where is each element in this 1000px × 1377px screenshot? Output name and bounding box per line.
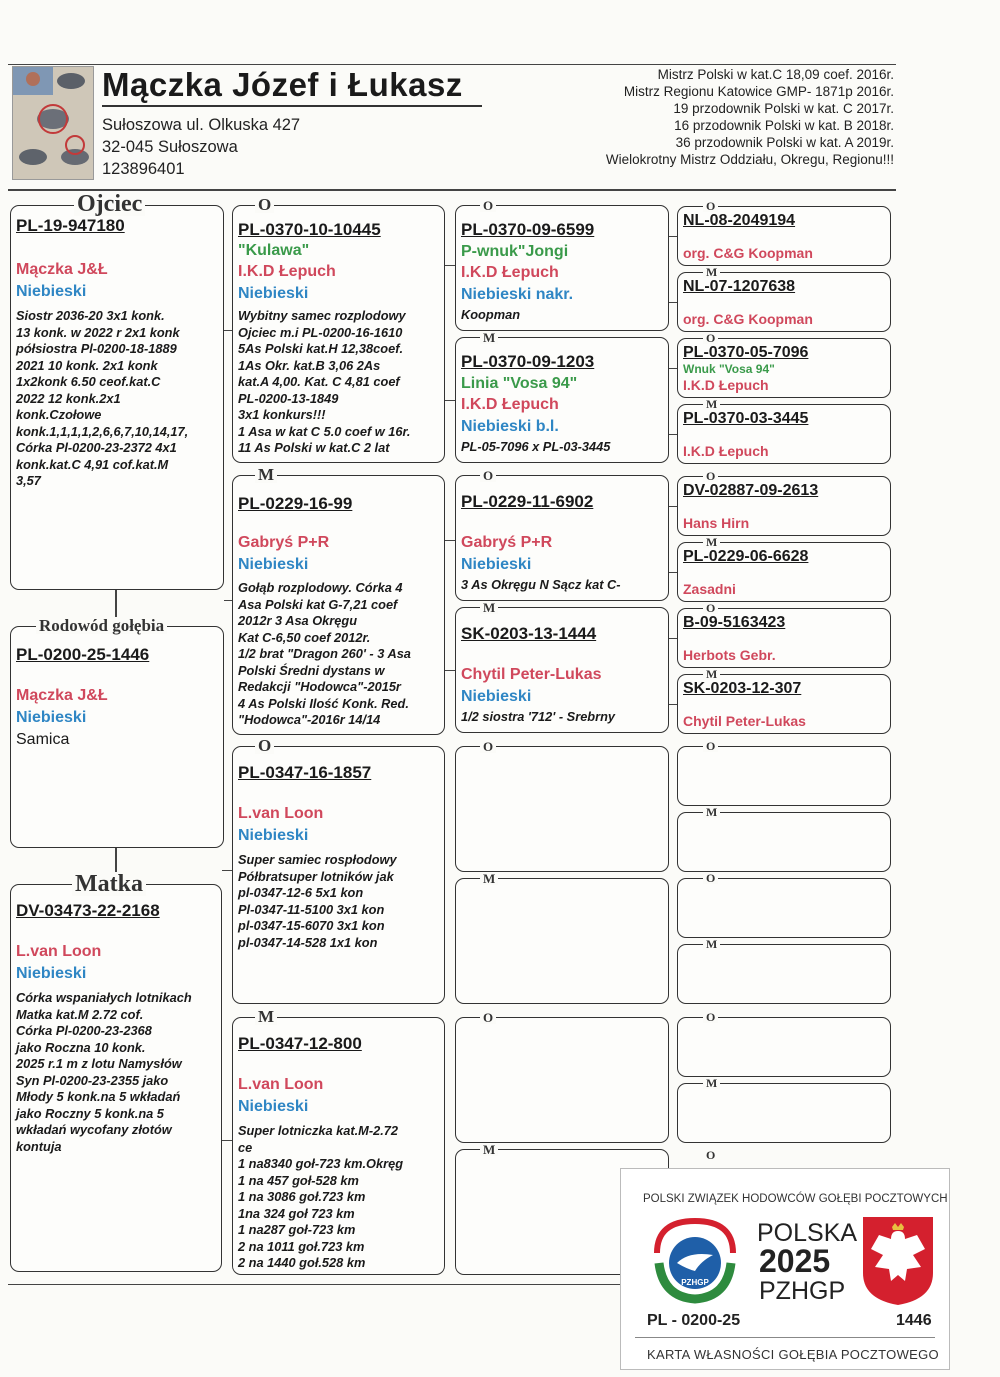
gen4-sex-label: O xyxy=(703,602,718,614)
gen2-color: Niebieski xyxy=(238,556,309,573)
gen4-ring: PL-0229-06-6628 xyxy=(683,548,809,565)
gen4-sex-label: M xyxy=(703,266,720,278)
gen2-description: Super lotniczka kat.M-2.72 ce 1 na8340 goł-723 km.Okręg 1 na 457 goł-528 km 1 na 3086 goł.723 km 1na 324 goł 723 km 1 na287 goł-723 km 2 na 1011 goł.723 km 2 na 1440 goł.528 km xyxy=(238,1123,404,1270)
gen4-breeder: Herbots Gebr. xyxy=(683,647,776,663)
connector-line xyxy=(445,670,455,671)
mother-description: Córka wspaniałych lotnikach Matka kat.M 2.72 cof. Córka Pl-0200-23-2368 jako Roczna 10 konk. 2025 r.1 m z lotu Namysłów Syn Pl-0200-23-2355 jako Młody 5 konk.na 5 wkładań jako Roczny 5 konk.na 5 wkładań wycofany złotów kontuja xyxy=(16,990,192,1154)
gen2-sex-label: O xyxy=(255,196,274,213)
gen2-ring: PL-0347-16-1857 xyxy=(238,763,372,782)
subject-ring: PL-0200-25-1446 xyxy=(16,645,150,664)
gen4-sex-label: M xyxy=(703,938,720,950)
gen4-card xyxy=(677,608,891,668)
gen2-description: Gołąb rozplodowy. Córka 4 Asa Polski kat G-7,21 coef 2012r 3 Asa Okręgu Kat C-6,50 coef 2012r. 1/2 brat "Dragon 260' - 3 Asa Polski Średni dystans w Redakcji "Hodowca"-2015r 4 As Polski Ilość Konk. Red. "Hodowca"-2016r 14/14 xyxy=(238,580,411,727)
gen3-name: Linia "Vosa 94" xyxy=(461,375,578,392)
gen2-card xyxy=(232,205,445,463)
connector-line xyxy=(669,704,677,705)
connector-line xyxy=(445,540,455,541)
pigeon-photo-icon xyxy=(13,67,93,179)
father-color: Niebieski xyxy=(16,283,87,300)
father-breeder: Mączka J&Ł xyxy=(16,261,108,278)
gen4-sex-label: M xyxy=(703,668,720,680)
gen3-description: Koopman xyxy=(461,307,521,322)
gen2-ring: PL-0347-12-800 xyxy=(238,1034,362,1053)
card-org-name: POLSKI ZWIĄZEK HODOWCÓW GOŁĘBI POCZTOWYCH xyxy=(643,1193,948,1205)
gen4-breeder: org. C&G Koopman xyxy=(683,245,813,261)
gen4-card xyxy=(677,338,891,398)
gen3-sex-label: O xyxy=(480,1011,496,1024)
owner-name: Mączka Józef i Łukasz xyxy=(102,66,463,103)
address-city: 32-045 Sułoszowa xyxy=(102,138,238,156)
gen4-card xyxy=(677,674,891,734)
gen3-sex-label: M xyxy=(480,872,498,885)
gen2-breeder: Gabryś P+R xyxy=(238,534,330,551)
gen4-sex-label: O xyxy=(703,470,718,482)
address-street: Sułoszowa ul. Olkuska 427 xyxy=(102,116,301,134)
ownership-card xyxy=(620,1168,950,1370)
gen3-color: Niebieski nakr. xyxy=(461,286,574,303)
eagle-emblem-icon xyxy=(861,1215,935,1307)
gen2-sex-label: M xyxy=(255,1008,277,1025)
gen3-description: PL-05-7096 x PL-03-3445 xyxy=(461,439,611,454)
gen2-name: "Kulawa" xyxy=(238,242,310,259)
connector-line xyxy=(224,600,232,601)
card-association: PZHGP xyxy=(759,1277,846,1305)
gen2-breeder: I.K.D Łepuch xyxy=(238,263,336,280)
card-country: POLSKA xyxy=(757,1219,858,1247)
gen3-description: 3 As Okręgu N Sącz kat C- xyxy=(461,577,621,592)
gen4-ring: NL-08-2049194 xyxy=(683,212,796,229)
gen2-color: Niebieski xyxy=(238,285,309,302)
connector-line xyxy=(222,870,232,871)
mother-card xyxy=(10,884,222,1272)
pzhgp-logo-icon xyxy=(649,1213,741,1305)
gen3-color: Niebieski b.l. xyxy=(461,418,559,435)
phone-number: 123896401 xyxy=(102,160,185,178)
gen4-card xyxy=(677,1083,891,1143)
gen3-sex-label: O xyxy=(480,469,496,482)
gen3-description: 1/2 siostra '712' - Srebrny xyxy=(461,709,616,724)
gen4-sex-label: M xyxy=(703,398,720,410)
gen4-breeder: I.K.D Łepuch xyxy=(683,377,769,393)
gen4-sex-label: O xyxy=(703,872,718,884)
gen3-sex-label: M xyxy=(480,601,498,614)
gen3-breeder: I.K.D Łepuch xyxy=(461,264,559,281)
gen4-breeder: Hans Hirn xyxy=(683,515,750,531)
connector-line xyxy=(669,506,677,507)
owner-underline xyxy=(102,105,482,107)
connector-line xyxy=(445,265,455,266)
gen4-card xyxy=(677,476,891,536)
connector-line xyxy=(222,1140,232,1141)
gen4-card xyxy=(677,542,891,602)
connector-line xyxy=(669,434,677,435)
gen4-sex-label: O xyxy=(703,200,718,212)
connector-line xyxy=(669,572,677,573)
gen4-sex-label: O xyxy=(703,332,718,344)
gen3-sex-label: O xyxy=(480,199,496,212)
gen3-ring: PL-0229-11-6902 xyxy=(461,492,594,511)
logo-text: PZHGP xyxy=(681,1278,709,1287)
achievement-line: Mistrz Polski w kat.C 18,09 coef. 2016r. xyxy=(657,67,894,82)
gen3-breeder: Chytil Peter-Lukas xyxy=(461,666,602,683)
gen4-card xyxy=(677,746,891,806)
gen2-sex-label: M xyxy=(255,466,277,483)
gen3-ring: SK-0203-13-1444 xyxy=(461,624,597,643)
gen3-sex-label: O xyxy=(480,740,496,753)
gen4-breeder: I.K.D Łepuch xyxy=(683,443,769,459)
gen2-card xyxy=(232,1017,445,1275)
gen4-ring: PL-0370-03-3445 xyxy=(683,410,809,427)
gen3-card xyxy=(455,878,669,1004)
gen4-card xyxy=(677,812,891,872)
header-top-rule xyxy=(8,64,896,65)
gen4-ring: SK-0203-12-307 xyxy=(683,680,802,697)
connector-line xyxy=(115,590,117,618)
gen3-color: Niebieski xyxy=(461,556,532,573)
gen4-sex-label: O xyxy=(703,740,718,752)
subject-color: Niebieski xyxy=(16,709,87,726)
subject-breeder: Mączka J&Ł xyxy=(16,687,108,704)
gen2-card xyxy=(232,475,445,735)
gen4-sex-label: M xyxy=(703,536,720,548)
connector-line xyxy=(669,368,677,369)
gen4-breeder: Chytil Peter-Lukas xyxy=(683,713,806,729)
card-divider xyxy=(635,1337,935,1338)
gen4-card xyxy=(677,206,891,266)
gen3-sex-label: M xyxy=(480,1143,498,1156)
gen4-card xyxy=(677,404,891,464)
gen2-breeder: L.van Loon xyxy=(238,1076,324,1093)
gen2-color: Niebieski xyxy=(238,1098,309,1115)
achievement-line: Wielokrotny Mistrz Oddziału, Okregu, Regionu!!! xyxy=(605,152,894,167)
achievement-line: 19 przodownik Polski w kat. C 2017r. xyxy=(673,101,894,116)
gen4-breeder: org. C&G Koopman xyxy=(683,311,813,327)
card-ring-prefix: PL - 0200-25 xyxy=(647,1312,741,1329)
mother-label: Matka xyxy=(72,872,146,896)
gen3-card xyxy=(455,475,669,601)
gen2-ring: PL-0370-10-10445 xyxy=(238,220,381,239)
subject-sex: Samica xyxy=(16,731,70,748)
gen4-ring: PL-0370-05-7096 xyxy=(683,344,809,361)
connector-line xyxy=(224,330,232,331)
father-description: Siostr 2036-20 3x1 konk. 13 konk. w 2022 r 2x1 konk półsiostra Pl-0200-18-1889 2021 10 konk. 2x1 konk 1x2konk 6.50 ceof.kat.C 2022 12 konk.2x1 konk.Czołowe konk.1,1,1,1,2,6,6,7,10,14,17, Córka Pl-0200-23-2372 4x1 konk.kat.C 4,91 cof.kat.M 3,57 xyxy=(16,308,189,488)
gen4-name: Wnuk "Vosa 94" xyxy=(683,362,775,376)
gen3-name: P-wnuk"Jongi xyxy=(461,243,569,260)
gen2-color: Niebieski xyxy=(238,827,309,844)
gen4-sex-label: M xyxy=(703,806,720,818)
gen3-ring: PL-0370-09-1203 xyxy=(461,352,595,371)
achievements-list xyxy=(474,66,894,168)
gen4-card xyxy=(677,1017,891,1077)
gen3-card xyxy=(455,607,669,733)
card-footer: KARTA WŁASNOŚCI GOŁĘBIA POCZTOWEGO xyxy=(647,1347,939,1362)
owner-photo xyxy=(12,66,94,180)
gen4-ring: NL-07-1207638 xyxy=(683,278,796,295)
gen2-description: Super samiec rospłodowy Półbratsuper lotników jak pl-0347-12-6 5x1 kon Pl-0347-11-5100 3x1 kon pl-0347-15-6070 3x1 kon pl-0347-14-528 1x1 kon xyxy=(238,852,397,950)
gen2-sex-label: O xyxy=(255,737,274,754)
gen3-color: Niebieski xyxy=(461,688,532,705)
connector-line xyxy=(445,400,455,401)
gen4-ring: B-09-5163423 xyxy=(683,614,786,631)
subject-label: Rodowód gołębia xyxy=(36,617,167,634)
gen4-card xyxy=(677,944,891,1004)
gen4-sex-label: O xyxy=(703,1149,718,1161)
gen2-ring: PL-0229-16-99 xyxy=(238,494,353,513)
gen2-description: Wybitny samec rozplodowy Ojciec m.i PL-0200-16-1610 5As Polski kat.H 12,38coef. 1As Okr. kat.B 3,06 2As kat.A 4,00. Kat. C 4,81 coef PL-0200-13-1849 3x1 konkurs!!! 1 Asa w kat C 5.0 coef w 16r. 11 As Polski w kat.C 2 lat xyxy=(238,308,411,455)
gen3-ring: PL-0370-09-6599 xyxy=(461,220,595,239)
gen3-card xyxy=(455,205,669,331)
gen4-sex-label: O xyxy=(703,1011,718,1023)
gen3-breeder: Gabryś P+R xyxy=(461,534,553,551)
father-label: Ojciec xyxy=(74,192,145,216)
gen4-card xyxy=(677,272,891,332)
connector-line xyxy=(669,302,677,303)
mother-color: Niebieski xyxy=(16,965,87,982)
footer-rule xyxy=(8,1284,620,1285)
mother-ring: DV-03473-22-2168 xyxy=(16,901,160,920)
mother-breeder: L.van Loon xyxy=(16,943,102,960)
subject-card xyxy=(10,626,224,848)
card-ring-number: 1446 xyxy=(896,1312,932,1329)
gen2-card xyxy=(232,746,445,1004)
gen4-ring: DV-02887-09-2613 xyxy=(683,482,819,499)
gen3-sex-label: M xyxy=(480,331,498,344)
gen3-card xyxy=(455,746,669,872)
connector-line xyxy=(669,236,677,237)
gen4-card xyxy=(677,878,891,938)
connector-line xyxy=(669,638,677,639)
card-year: 2025 xyxy=(759,1243,831,1279)
father-ring: PL-19-947180 xyxy=(16,216,125,235)
achievement-line: Mistrz Regionu Katowice GMP- 1871p 2016r. xyxy=(623,84,894,99)
gen2-breeder: L.van Loon xyxy=(238,805,324,822)
gen4-sex-label: M xyxy=(703,1077,720,1089)
gen3-breeder: I.K.D Łepuch xyxy=(461,396,559,413)
gen3-card xyxy=(455,1017,669,1143)
achievement-line: 16 przodownik Polski w kat. B 2018r. xyxy=(674,118,894,133)
achievement-line: 36 przodownik Polski w kat. A 2019r. xyxy=(675,135,894,150)
gen4-breeder: Zasadni xyxy=(683,581,736,597)
gen3-card xyxy=(455,337,669,463)
father-card xyxy=(10,205,224,590)
